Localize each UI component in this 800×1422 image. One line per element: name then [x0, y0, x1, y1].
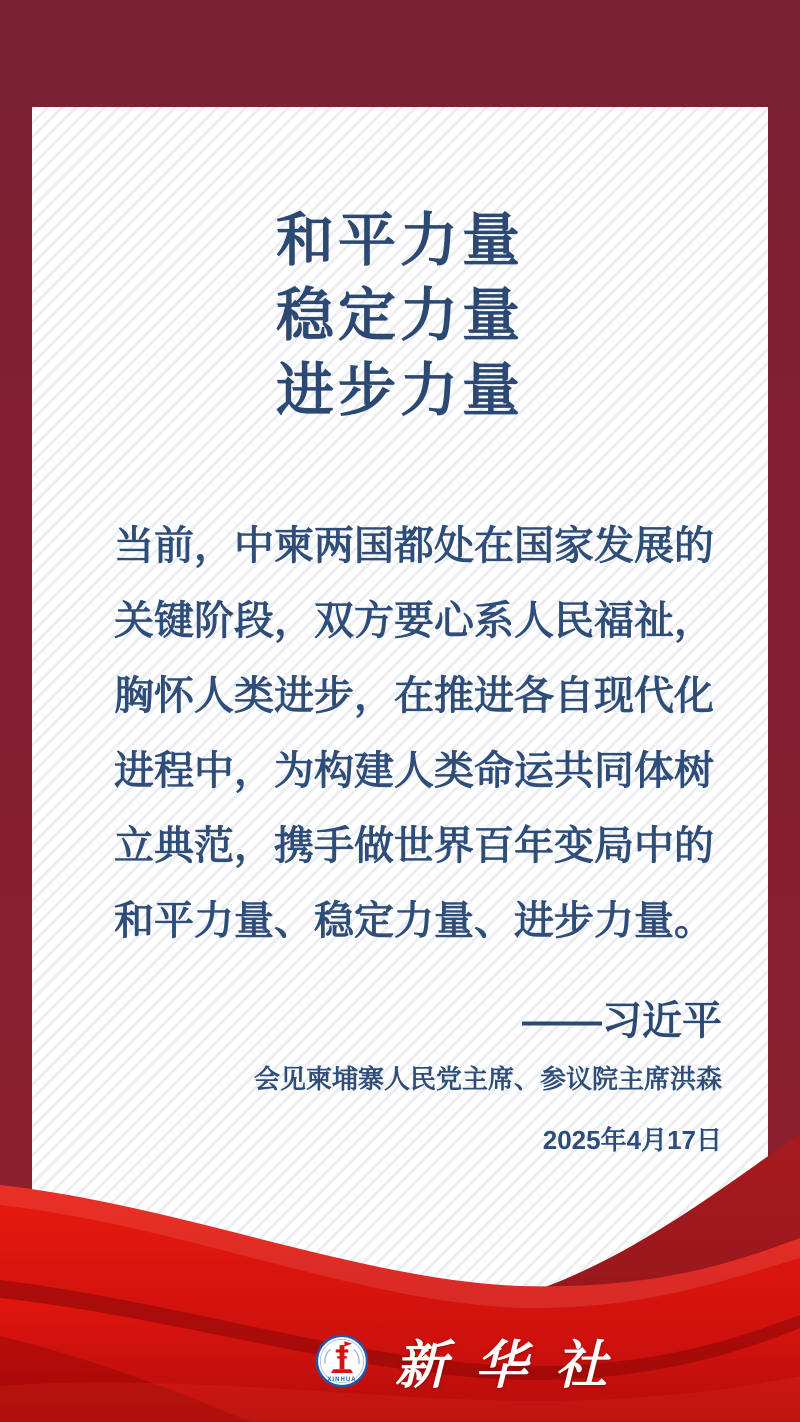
- quote-line: 和平力量、稳定力量、进步力量。: [114, 899, 714, 943]
- quote-card: [32, 107, 768, 1292]
- poster-title: [32, 203, 768, 428]
- xinhua-emblem-icon: [315, 1334, 369, 1388]
- quote-line: 进程中，为构建人类命运共同体树: [114, 749, 714, 793]
- quote-line: 立典范，携手做世界百年变局中的: [114, 824, 714, 868]
- quote-line: 当前，中柬两国都处在国家发展的: [114, 524, 714, 568]
- title-line-3: 进步力量: [275, 358, 524, 423]
- title-line-1: 和平力量: [275, 208, 524, 273]
- quote-line: 胸怀人类进步，在推进各自现代化: [114, 674, 714, 718]
- quote-attribution: ——习近平: [522, 999, 722, 1043]
- xinhua-logo: [150, 1323, 800, 1398]
- quote-occasion: 会见柬埔寨人民党主席、参议院主席洪森: [253, 1064, 722, 1094]
- title-line-2: 稳定力量: [275, 283, 524, 348]
- quote-date: 2025年4月17日: [542, 1125, 722, 1155]
- quote-line: 关键阶段，双方要心系人民福祉，: [114, 599, 714, 643]
- quote-text: [114, 509, 720, 959]
- emblem-label: XINHUA: [327, 1376, 357, 1383]
- xinhua-wordmark: 新华社: [394, 1335, 635, 1396]
